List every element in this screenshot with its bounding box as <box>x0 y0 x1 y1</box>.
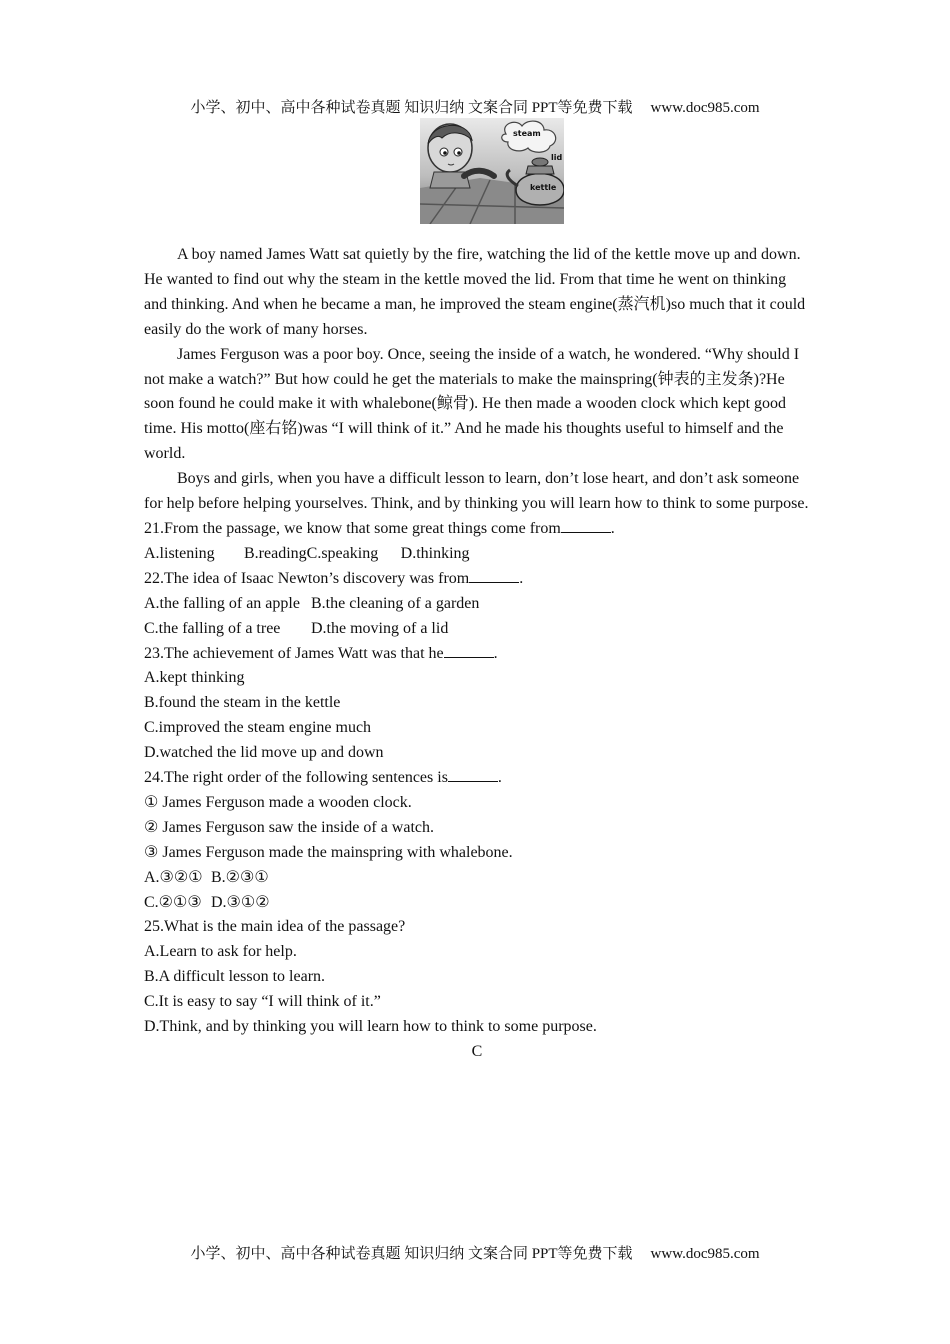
q24-options-row-1 <box>144 866 810 891</box>
label-kettle: kettle <box>530 183 557 192</box>
q23-stem: 23.The achievement of James Watt was that he <box>144 644 444 662</box>
answer-blank <box>448 766 498 782</box>
question-21 <box>144 517 810 542</box>
q24-sentence-1: ① James Ferguson made a wooden clock. <box>144 793 412 811</box>
answer-blank <box>561 517 611 533</box>
header-url[interactable]: www.doc985.com <box>650 100 760 116</box>
q24-sentence-2: ② James Ferguson saw the inside of a watch. <box>144 818 434 836</box>
q22-end: . <box>519 569 524 587</box>
q24-end: . <box>497 769 502 787</box>
q22-option-c: C.the falling of a tree <box>144 619 281 637</box>
question-22 <box>144 567 810 592</box>
answer-blank <box>469 567 519 583</box>
q21-option-c: C.speaking <box>306 544 379 562</box>
header-text: 小学、初中、高中各种试卷真题 知识归纳 文案合同 PPT等免费下载 <box>190 100 633 116</box>
q23-end: . <box>493 644 498 662</box>
q24-option-a: A.③②① <box>144 868 203 886</box>
illustration-boy-kettle <box>420 118 564 224</box>
illustration-drawing <box>420 118 564 224</box>
passage-paragraph-3: Boys and girls, when you have a difficult lesson to learn, don’t lose heart, and don’t ask someone for help before helping yourselves. Think, and by thinking you will learn how to think to some purpose. <box>144 470 809 513</box>
label-steam: steam <box>513 129 541 138</box>
q24-options-row-2 <box>144 891 810 916</box>
question-24 <box>144 766 810 791</box>
q22-option-b: B.the cleaning of a garden <box>311 594 480 612</box>
q22-option-d: D.the moving of a lid <box>311 619 449 637</box>
answer-key: C <box>471 1043 483 1060</box>
q21-option-d: D.thinking <box>400 544 470 562</box>
q22-options-row-1 <box>144 592 810 617</box>
q25-option-c: C.It is easy to say “I will think of it.” <box>144 993 381 1011</box>
q22-stem: 22.The idea of Isaac Newton’s discovery was from <box>144 569 470 587</box>
q23-option-a: A.kept thinking <box>144 669 245 687</box>
q21-option-b: B.reading <box>244 544 307 562</box>
q21-end: . <box>610 519 615 537</box>
q24-option-d: D.③①② <box>211 893 270 911</box>
q24-option-c: C.②①③ <box>144 893 202 911</box>
page-footer <box>0 1244 950 1264</box>
q23-option-b: B.found the steam in the kettle <box>144 694 341 712</box>
question-25: 25.What is the main idea of the passage? <box>144 918 406 936</box>
passage-paragraph-2: James Ferguson was a poor boy. Once, seeing the inside of a watch, he wondered. “Why should I not make a watch?” But how could he get the materials to make the mainspring(钟表的主发条)?He soon found he could make it with whalebone(鲸骨). He then made a wooden clock which kept good time. His motto(座右铭)was “I will think of it.” And he made his thoughts useful to himself and the world. <box>144 345 800 463</box>
q24-option-b: B.②③① <box>211 868 269 886</box>
reading-content <box>144 243 810 1065</box>
q21-option-a: A.listening <box>144 544 215 562</box>
passage-paragraph-1: A boy named James Watt sat quietly by the fire, watching the lid of the kettle move up and down. He wanted to find out why the steam in the kettle moved the lid. From that time he went on thinking and thinking. And when he became a man, he improved the steam engine(蒸汽机)so much that it could easily do the work of many horses. <box>144 246 806 338</box>
page-header <box>0 98 950 118</box>
q21-options <box>144 542 810 567</box>
label-lid: lid <box>551 153 563 162</box>
footer-text: 小学、初中、高中各种试卷真题 知识归纳 文案合同 PPT等免费下载 <box>190 1246 633 1262</box>
q25-option-a: A.Learn to ask for help. <box>144 943 297 961</box>
q24-stem: 24.The right order of the following sentences is <box>144 769 448 787</box>
q25-option-b: B.A difficult lesson to learn. <box>144 968 326 986</box>
q22-option-a: A.the falling of an apple <box>144 594 300 612</box>
q22-options-row-2 <box>144 617 810 642</box>
question-23 <box>144 642 810 667</box>
q24-sentence-3: ③ James Ferguson made the mainspring with whalebone. <box>144 843 513 861</box>
footer-url[interactable]: www.doc985.com <box>650 1246 760 1262</box>
q23-option-d: D.watched the lid move up and down <box>144 744 384 762</box>
q21-stem: 21.From the passage, we know that some great things come from <box>144 519 561 537</box>
answer-blank <box>444 642 494 658</box>
q25-option-d: D.Think, and by thinking you will learn how to think to some purpose. <box>144 1018 597 1036</box>
q23-option-c: C.improved the steam engine much <box>144 719 372 737</box>
